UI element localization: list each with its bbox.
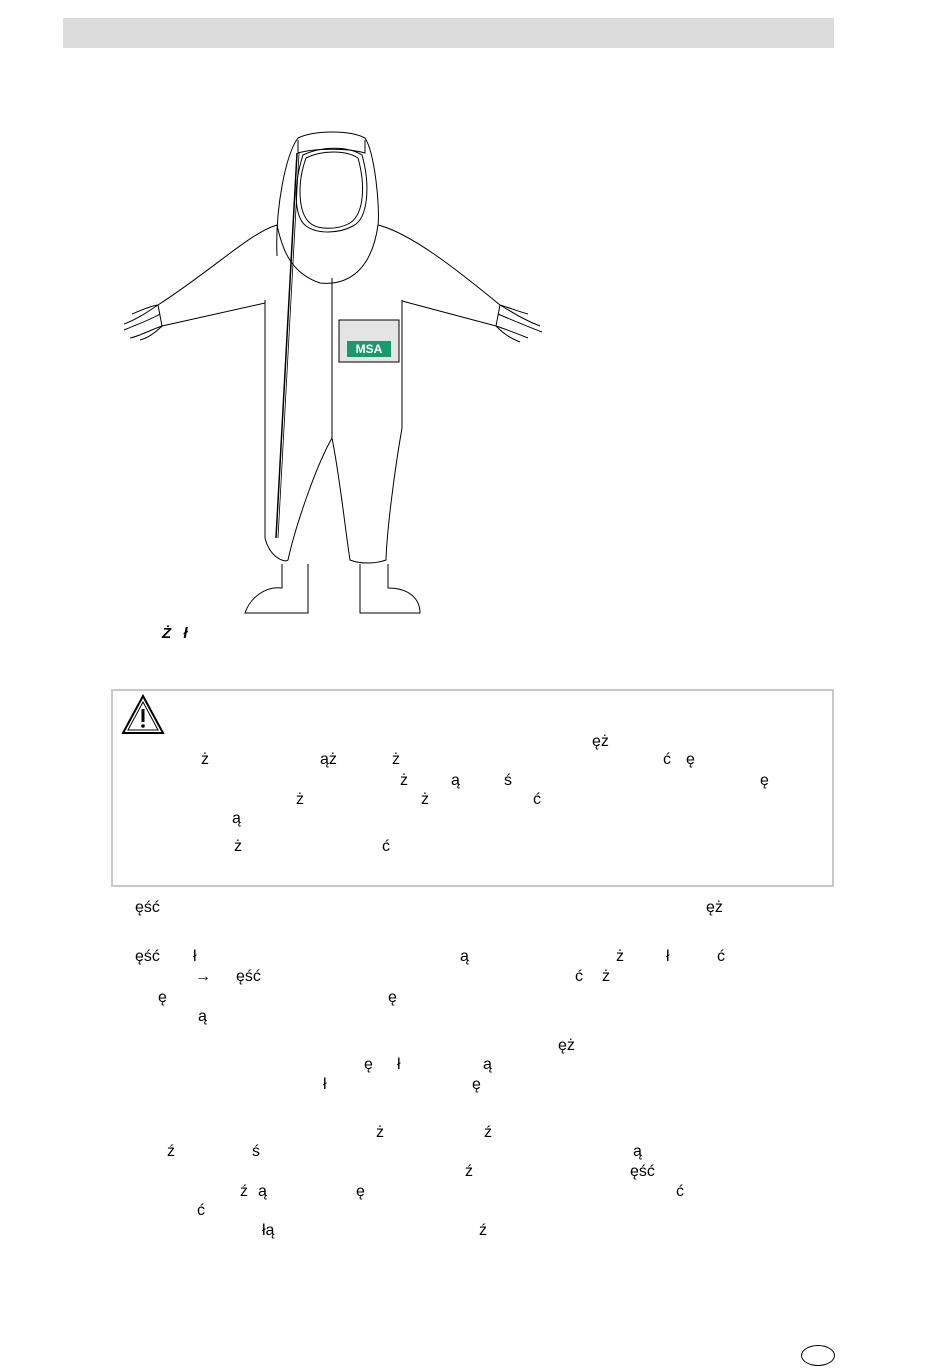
warning-fragment: ż [421, 791, 429, 808]
body-fragment: ź [484, 1124, 492, 1141]
warning-fragment: ą [232, 810, 241, 827]
body-fragment: ęż [558, 1037, 575, 1054]
warning-fragment: ć [533, 791, 541, 808]
warning-fragment: ż [296, 791, 304, 808]
body-fragment: ż [376, 1124, 384, 1141]
body-fragment: ć [575, 968, 583, 985]
body-fragment: ź [240, 1183, 248, 1200]
body-fragment: ęść [630, 1163, 655, 1180]
body-fragment: ł [666, 948, 670, 965]
language-badge [801, 1345, 835, 1366]
figure-caption: Ż ł [162, 625, 192, 642]
body-fragment: ą [633, 1143, 642, 1160]
warning-fragment: ęż [592, 733, 609, 750]
warning-fragment: ąż [320, 751, 337, 768]
body-fragment: ą [460, 948, 469, 965]
warning-fragment: ż [392, 751, 400, 768]
body-fragment: ł [323, 1076, 327, 1093]
body-fragment: ę [364, 1056, 373, 1073]
body-fragment: → [195, 968, 211, 985]
protective-suit-figure [110, 128, 560, 618]
warning-fragment: ś [504, 772, 512, 789]
warning-fragment: ć [663, 751, 671, 768]
body-fragment: ę [356, 1183, 365, 1200]
body-fragment: ź [465, 1163, 473, 1180]
body-fragment: ż [602, 968, 610, 985]
body-fragment: ć [717, 948, 725, 965]
warning-fragment: ę [760, 772, 769, 789]
body-fragment: ś [252, 1143, 260, 1160]
body-fragment: ł [397, 1056, 401, 1073]
body-fragment: ą [483, 1056, 492, 1073]
body-fragment: ęść [236, 968, 261, 985]
body-fragment: ż [616, 948, 624, 965]
body-fragment: ęść [135, 899, 160, 916]
body-fragment: ą [258, 1183, 267, 1200]
header-bar [63, 18, 834, 48]
body-fragment: ę [158, 989, 167, 1006]
body-fragment: ęść [135, 948, 160, 965]
body-fragment: ć [676, 1183, 684, 1200]
warning-triangle-icon [121, 693, 165, 737]
warning-fragment: ż [234, 838, 242, 855]
body-fragment: ę [388, 989, 397, 1006]
body-fragment: ź [479, 1222, 487, 1239]
warning-fragment: ć [382, 838, 390, 855]
body-fragment: ę [472, 1076, 481, 1093]
body-fragment: ł [193, 948, 197, 965]
warning-fragment: ę [686, 751, 695, 768]
body-fragment: ą [198, 1008, 207, 1025]
body-fragment: ęż [706, 899, 723, 916]
body-fragment: ć [197, 1202, 205, 1219]
body-fragment: ź [167, 1143, 175, 1160]
warning-fragment: ą [451, 772, 460, 789]
warning-fragment: ż [201, 751, 209, 768]
warning-fragment: ż [400, 772, 408, 789]
svg-text:MSA: MSA [355, 342, 383, 356]
warning-box [111, 689, 834, 887]
body-fragment: łą [262, 1222, 275, 1239]
